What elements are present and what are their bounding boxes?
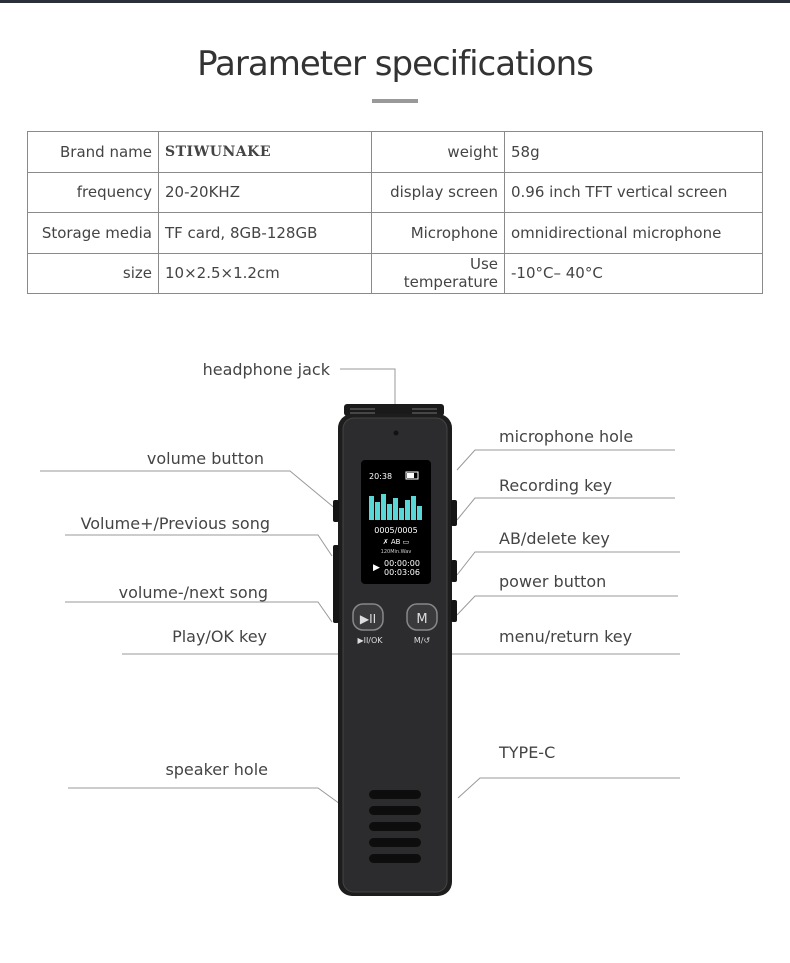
spec-label: weight bbox=[372, 132, 505, 173]
ab-delete-key-label: AB/delete key bbox=[499, 529, 610, 548]
spec-label: Microphone bbox=[372, 213, 505, 254]
spec-label: display screen bbox=[372, 172, 505, 213]
recording-key-label: Recording key bbox=[499, 476, 613, 495]
volume-button-label: volume button bbox=[146, 449, 264, 468]
spec-value: TF card, 8GB-128GB bbox=[159, 213, 372, 254]
microphone-hole-label: microphone hole bbox=[499, 427, 634, 446]
spec-value: 58g bbox=[505, 132, 763, 173]
screen-filename: 120Min.Wav bbox=[380, 549, 412, 555]
spec-label: Storage media bbox=[28, 213, 159, 254]
spec-value: 10×2.5×1.2cm bbox=[159, 253, 372, 294]
spec-label: Use temperature bbox=[372, 253, 505, 294]
screen-time: 20:38 bbox=[369, 472, 393, 481]
speaker-hole-label: speaker hole bbox=[165, 760, 268, 779]
screen-file-count: 0005/0005 bbox=[374, 526, 418, 535]
spec-label: Brand name bbox=[28, 132, 159, 173]
screen-mode-icons: ✗ AB ▭ bbox=[382, 538, 410, 546]
microphone-hole-dot bbox=[394, 431, 399, 436]
type-c-label: TYPE-C bbox=[499, 743, 556, 762]
spec-value: -10°C– 40°C bbox=[505, 253, 763, 294]
play-pause-icon: ▶II bbox=[359, 612, 377, 626]
volume-button-side bbox=[333, 500, 339, 522]
spec-label: size bbox=[28, 253, 159, 294]
page-title: Parameter specifications bbox=[197, 44, 593, 84]
recorder-device bbox=[333, 404, 457, 896]
screen-elapsed: 00:00:00 bbox=[384, 559, 420, 568]
power-button-label: power button bbox=[499, 572, 607, 591]
spec-label: frequency bbox=[28, 172, 159, 213]
spec-value: 0.96 inch TFT vertical screen bbox=[505, 172, 763, 213]
spec-value: 20-20KHZ bbox=[159, 172, 372, 213]
volume-minus-label: volume-/next song bbox=[118, 583, 268, 602]
play-ok-label: ▶II/OK bbox=[357, 636, 383, 645]
play-icon: ▶ bbox=[373, 563, 380, 573]
menu-return-label: M/↺ bbox=[413, 636, 431, 645]
screen-total: 00:03:06 bbox=[384, 568, 420, 577]
spec-value: omnidirectional microphone bbox=[505, 213, 763, 254]
volume-plus-label: Volume+/Previous song bbox=[80, 514, 270, 533]
menu-return-key-label: menu/return key bbox=[499, 627, 633, 646]
menu-letter: M bbox=[416, 612, 428, 627]
spec-value: STIWUNAKE bbox=[159, 132, 372, 173]
headphone-jack-label: headphone jack bbox=[202, 360, 330, 379]
play-ok-key-label: Play/OK key bbox=[172, 627, 267, 646]
